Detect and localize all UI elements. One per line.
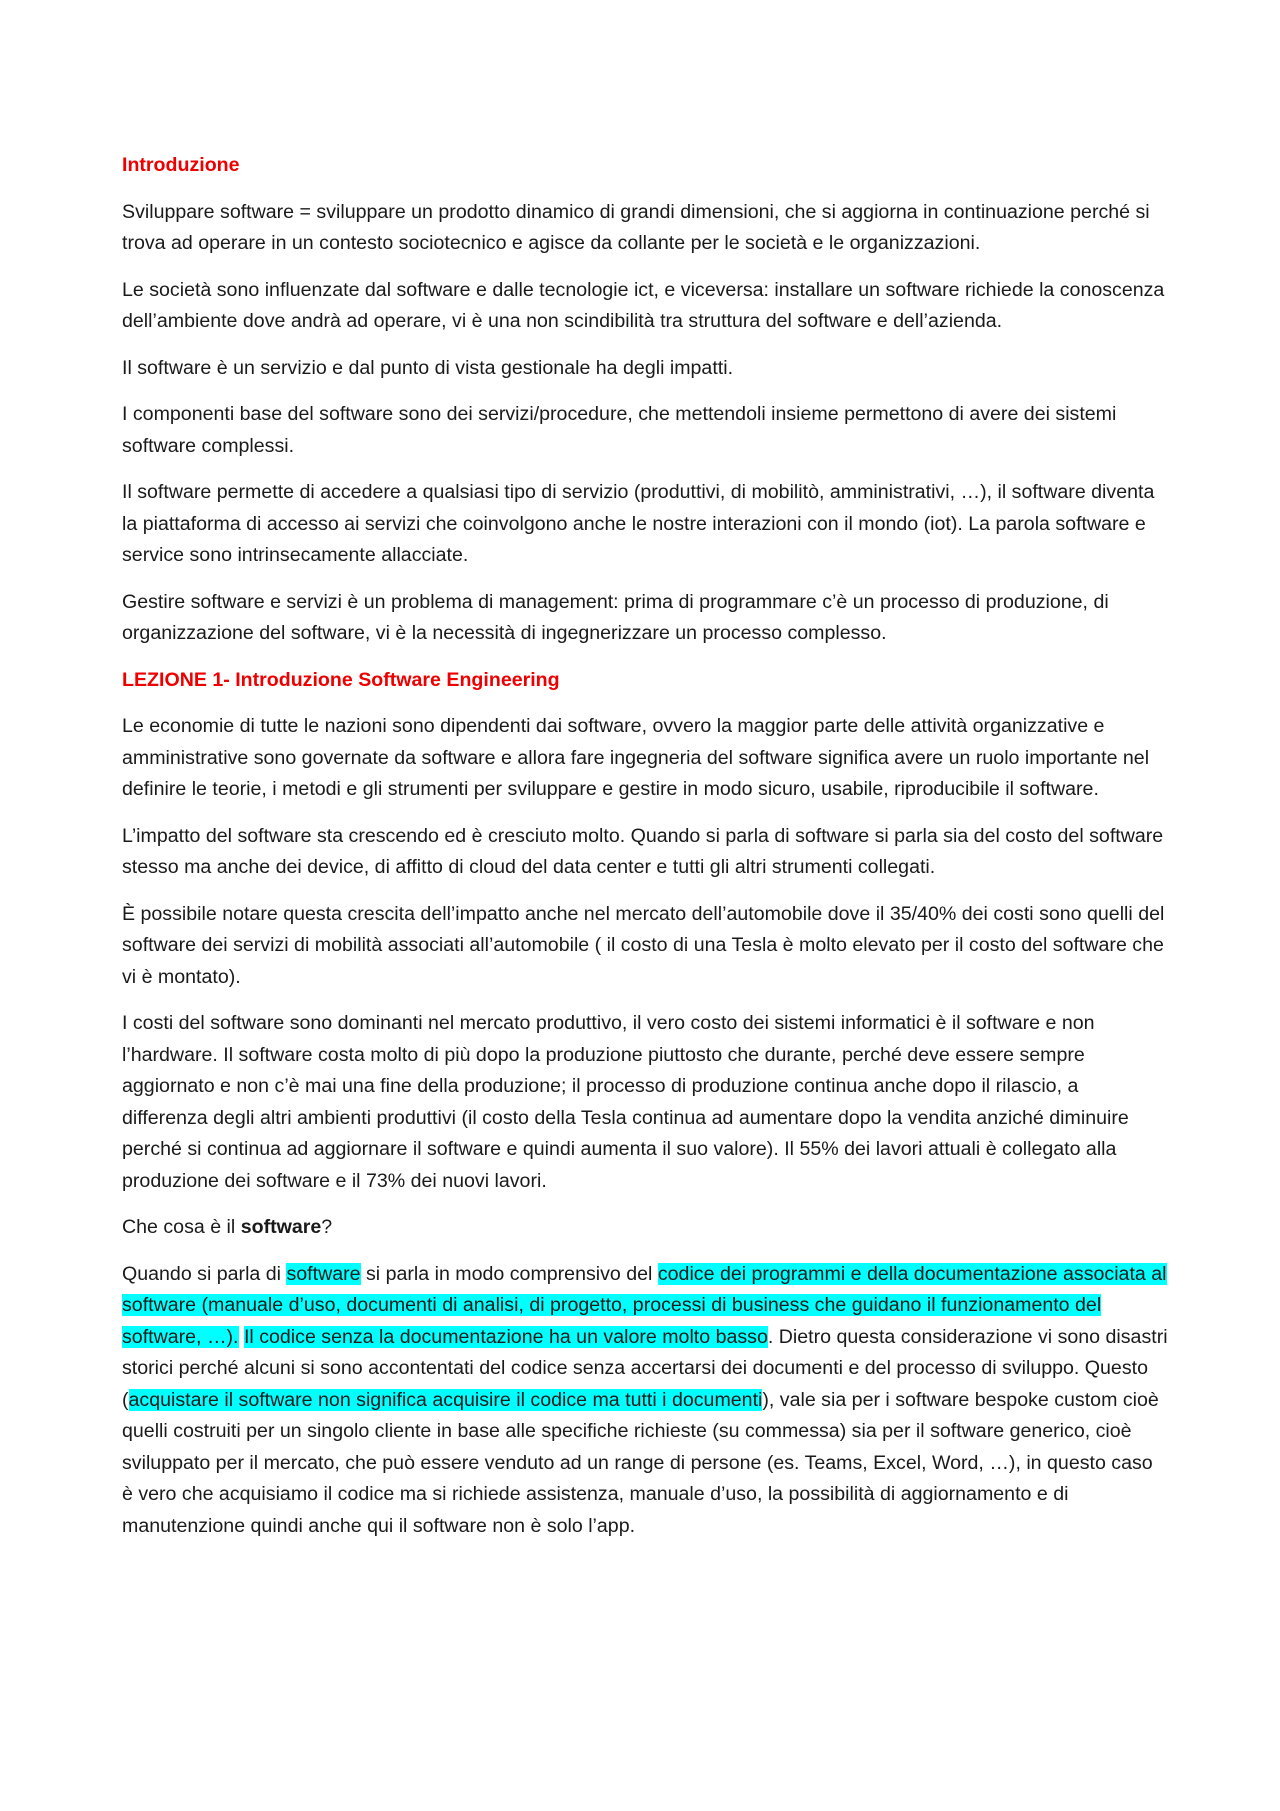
paragraph-10: I costi del software sono dominanti nel mercato produttivo, il vero costo dei sistemi informatici è il software e non l’hardware. Il software costa molto di più dopo la produzione piuttosto che durante, perché deve essere sempre aggiornato e non c’è mai una fine della produzione; il processo di produzione continua anche dopo il rilascio, a differenza degli altri ambienti produttivi (il costo della Tesla continua ad aumentare dopo la vendita anziché diminuire perché si continua ad aggiornare il software e quindi aumenta il suo valore). Il 55% dei lavori attuali è collegato alla produzione dei software e il 73% dei nuovi lavori. xyxy=(122,1012,1129,1192)
highlight-acquistare-software: acquistare il software non significa acquisire il codice ma tutti i documenti xyxy=(128,1388,763,1411)
document-page xyxy=(122,150,1168,1557)
highlight-software: software xyxy=(286,1262,361,1285)
question-text-post: ? xyxy=(321,1216,333,1238)
question-paragraph xyxy=(122,1212,1168,1244)
paragraph-7: Le economie di tutte le nazioni sono dipendenti dai software, ovvero la maggior parte delle attività organizzative e amministrative sono governate da software e allora fare ingegneria del software significa avere un ruolo importante nel definire le teorie, i metodi e gli strumenti per sviluppare e gestire in modo sicuro, usabile, riproducibile il software. xyxy=(122,715,1150,800)
paragraph-2: Le società sono influenzate dal software e dalle tecnologie ict, e viceversa: installare un software richiede la conoscenza dell’ambiente dove andrà ad operare, vi è una non scindibilità tra struttura del software e dell’azienda. xyxy=(122,278,1165,332)
highlight-valore-basso: Il codice senza la documentazione ha un valore molto basso xyxy=(243,1325,768,1348)
p12-text-2: si parla in modo comprensivo del xyxy=(360,1262,658,1285)
question-text-pre: Che cosa è il xyxy=(122,1216,241,1238)
question-bold-term: software xyxy=(240,1216,322,1238)
paragraph-6: Gestire software e servizi è un problema di management: prima di programmare c’è un processo di produzione, di organizzazione del software, vi è la necessità di ingegnerizzare un processo complesso. xyxy=(122,590,1109,644)
paragraph-8: L’impatto del software sta crescendo ed è cresciuto molto. Quando si parla di software si parla sia del costo del software stesso ma anche dei device, di affitto di cloud del data center e tutti gli altri strumenti collegati. xyxy=(122,824,1164,878)
p12-text-1: Quando si parla di xyxy=(122,1262,287,1285)
heading-introduzione: Introduzione xyxy=(122,154,240,176)
p12-text-5: ), vale sia per i software bespoke custom cioè quelli costruiti per un singolo cliente in base alle specifiche richieste (su commessa) sia per il software generico, cioè sviluppato per il mercato, che può essere venduto ad un range di persone (es. Teams, Excel, Word, …), in questo caso è vero che acquisiamo il codice ma si richiede assistenza, manuale d’uso, la possibilità di aggiornamento e di manutenzione quindi anche qui il software non è solo l’app. xyxy=(122,1388,1159,1537)
heading-lezione-1: LEZIONE 1- Introduzione Software Engineering xyxy=(122,668,560,691)
paragraph-5: Il software permette di accedere a qualsiasi tipo di servizio (produttivi, di mobilitò, amministrativi, …), il software diventa la piattaforma di accesso ai servizi che coinvolgono anche le nostre interazioni con il mondo (iot). La parola software e service sono intrinsecamente allacciate. xyxy=(122,481,1155,566)
highlight-codice-documentazione: codice dei programmi e della documentazione associata al software (manuale d’uso, documenti di analisi, di progetto, processi di business che guidano il funzionamento del software, …). xyxy=(122,1262,1167,1348)
p12-text-4: . Dietro questa considerazione vi sono disastri storici perché alcuni si sono accontentati del codice senza accertarsi dei documenti e del processo di sviluppo. Questo ( xyxy=(122,1325,1168,1411)
paragraph-1: Sviluppare software = sviluppare un prodotto dinamico di grandi dimensioni, che si aggiorna in continuazione perché si trova ad operare in un contesto sociotecnico e agisce da collante per le società e le organizzazioni. xyxy=(122,200,1150,254)
paragraph-3: Il software è un servizio e dal punto di vista gestionale ha degli impatti. xyxy=(122,356,734,379)
paragraph-12 xyxy=(122,1259,1168,1543)
paragraph-4: I componenti base del software sono dei servizi/procedure, che mettendoli insieme permettono di avere dei sistemi software complessi. xyxy=(122,403,1117,457)
paragraph-9: È possibile notare questa crescita dell’impatto anche nel mercato dell’automobile dove il 35/40% dei costi sono quelli del software dei servizi di mobilità associati all’automobile ( il costo di una Tesla è molto elevato per il costo del software che vi è montato). xyxy=(122,902,1165,988)
